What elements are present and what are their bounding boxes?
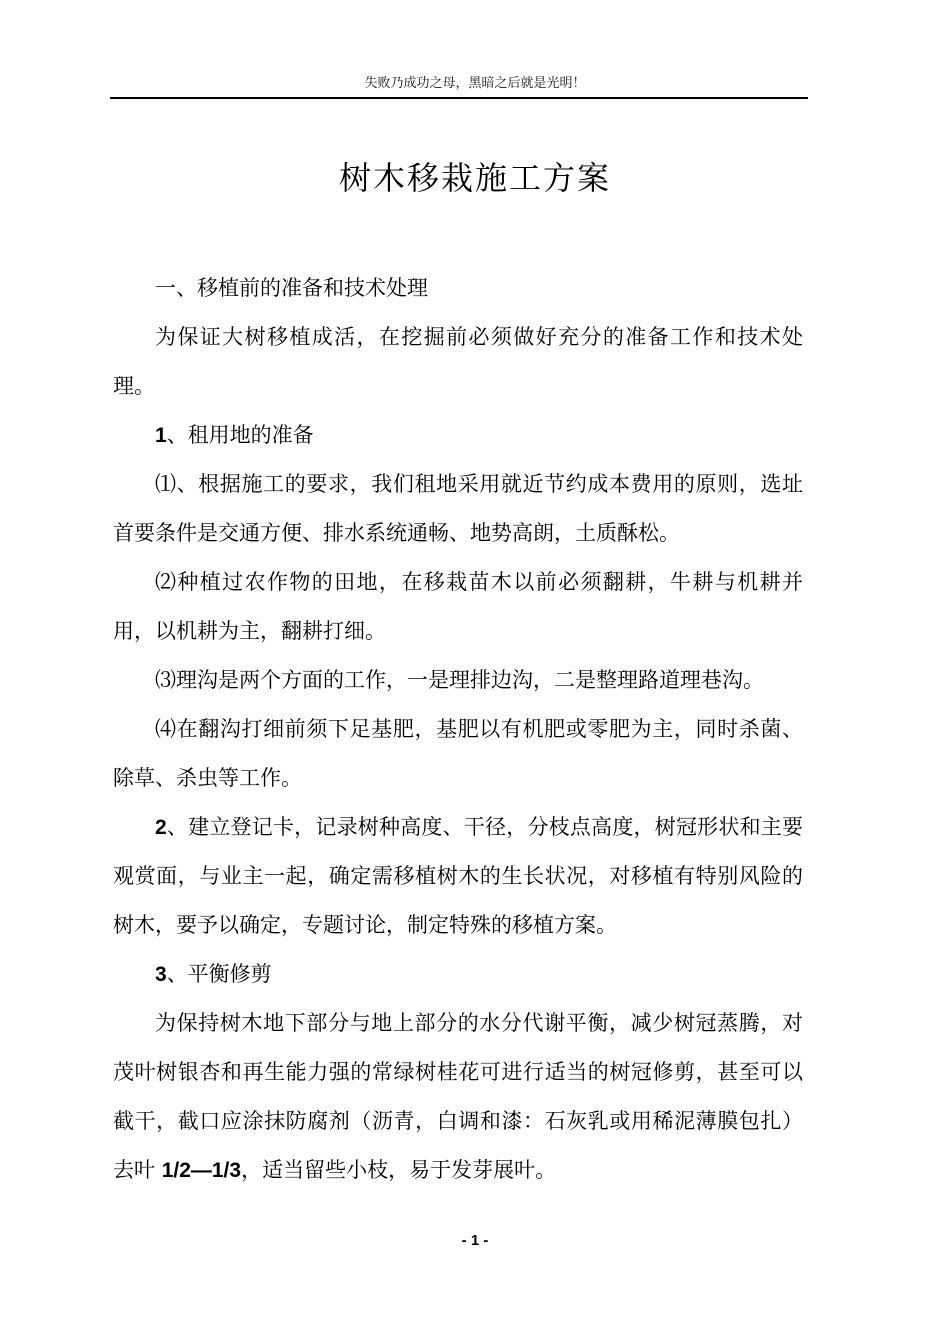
- document-title: 树木移栽施工方案: [338, 159, 611, 197]
- document-body: [113, 264, 803, 1195]
- item-1-sub-1: ⑴、根据施工的要求，我们租地采用就近节约成本费用的原则，选址首要条件是交通方便、排水系统通畅、地势高朗，土质酥松。: [113, 472, 803, 545]
- header-rule: [110, 97, 808, 99]
- item-2-number: 2: [155, 816, 167, 839]
- item-3-text-before: 为保持树木地下部分与地上部分的水分代谢平衡，减少树冠蒸腾，对茂叶树银杏和再生能力强的常绿树桂花可进行适当的树冠修剪，甚至可以截干，截口应涂抹防腐剂（沥青，白调和漆：石灰乳或用稀泥薄膜包扎）去叶: [113, 1011, 803, 1182]
- intro-paragraph: 为保证大树移植成活，在挖掘前必须做好充分的准备工作和技术处理。: [113, 325, 803, 398]
- item-1-heading: [113, 411, 803, 460]
- item-1-heading-text: 、租用地的准备: [166, 423, 314, 447]
- item-2-paragraph: [113, 803, 803, 950]
- page-number: - 1 -: [461, 1232, 489, 1249]
- item-3-paragraph: [113, 999, 803, 1195]
- item-3-heading: [113, 950, 803, 999]
- item-3-heading-text: 、平衡修剪: [166, 962, 272, 986]
- section-heading: 一、移植前的准备和技术处理: [155, 276, 428, 300]
- item-2-text: 、建立登记卡，记录树种高度、干径，分枝点高度，树冠形状和主要观赏面，与业主一起，确定需移植树木的生长状况，对移植有特别风险的树木，要予以确定，专题讨论，制定特殊的移植方案。: [113, 815, 803, 937]
- item-1-sub-3: ⑶理沟是两个方面的工作，一是理排边沟，二是整理路道理巷沟。: [155, 668, 764, 692]
- item-1-number: 1: [155, 424, 167, 447]
- item-3-number: 3: [155, 963, 167, 986]
- item-1-sub-2: ⑵种植过农作物的田地，在移栽苗木以前必须翻耕，牛耕与机耕并用，以机耕为主，翻耕打细。: [113, 570, 803, 643]
- item-1-sub-4: ⑷在翻沟打细前须下足基肥，基肥以有机肥或零肥为主，同时杀菌、除草、杀虫等工作。: [113, 717, 803, 790]
- page-header-motto: 失败乃成功之母，黑暗之后就是光明！: [364, 76, 586, 91]
- item-3-ratio: 1/2—1/3: [161, 1159, 242, 1182]
- item-3-text-after: ，适当留些小枝，易于发芽展叶。: [241, 1158, 557, 1182]
